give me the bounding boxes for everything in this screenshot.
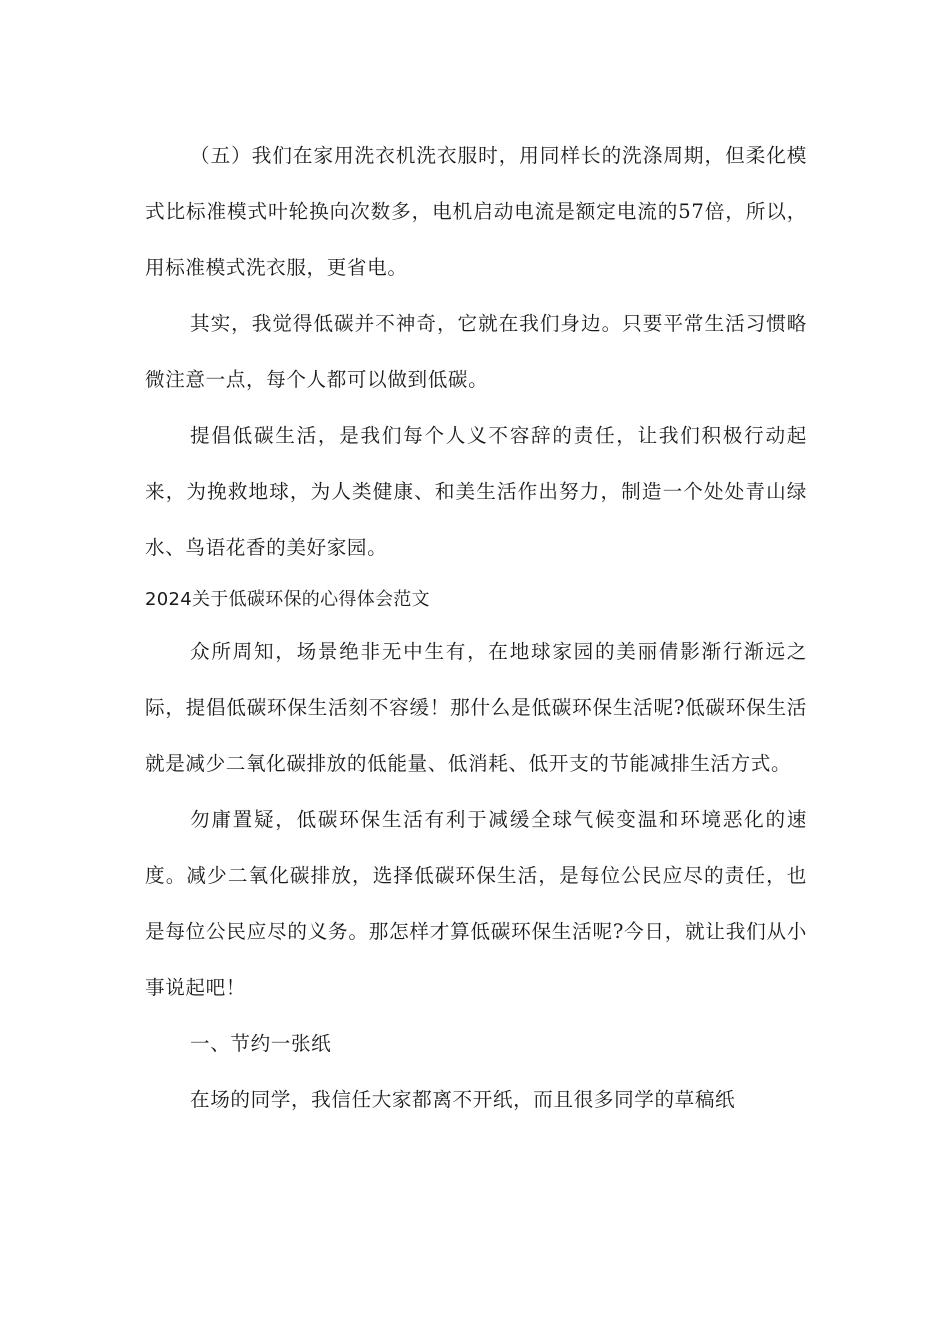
paragraph-washing-machine: （五）我们在家用洗衣机洗衣服时，用同样长的洗涤周期，但柔化模式比标准模式叶轮换向次数多，电机启动电流是额定电流的57倍，所以，用标准模式洗衣服，更省电。 [145, 144, 807, 279]
paragraph-low-carbon-nearby: 其实，我觉得低碳并不神奇，它就在我们身边。只要平常生活习惯略微注意一点，每个人都可以做到低碳。 [145, 312, 807, 391]
paragraph-advocate-low-carbon: 提倡低碳生活，是我们每个人义不容辞的责任，让我们积极行动起来，为挽救地球，为人类健康、和美生活作出努力，制造一个处处青山绿水、鸟语花香的美好家园。 [145, 424, 807, 559]
subheading-save-paper: 一、节约一张纸 [190, 1032, 332, 1055]
paragraph-intro: 众所周知，场景绝非无中生有，在地球家园的美丽倩影渐行渐远之际，提倡低碳环保生活刻不容缓！那什么是低碳环保生活呢?低碳环保生活就是减少二氧化碳排放的低能量、低消耗、低开支的节能减排生活方式。 [145, 640, 807, 775]
paragraph-benefits: 勿庸置疑，低碳环保生活有利于减缓全球气候变温和环境恶化的速度。减少二氧化碳排放，选择低碳环保生活，是每位公民应尽的责任，也是每位公民应尽的义务。那怎样才算低碳环保生活呢?今日，就让我们从小事说起吧！ [145, 808, 807, 999]
document-body [145, 128, 807, 1128]
section-title: 2024关于低碳环保的心得体会范文 [145, 589, 430, 610]
paragraph-paper-usage: 在场的同学，我信任大家都离不开纸，而且很多同学的草稿纸 [190, 1088, 736, 1111]
